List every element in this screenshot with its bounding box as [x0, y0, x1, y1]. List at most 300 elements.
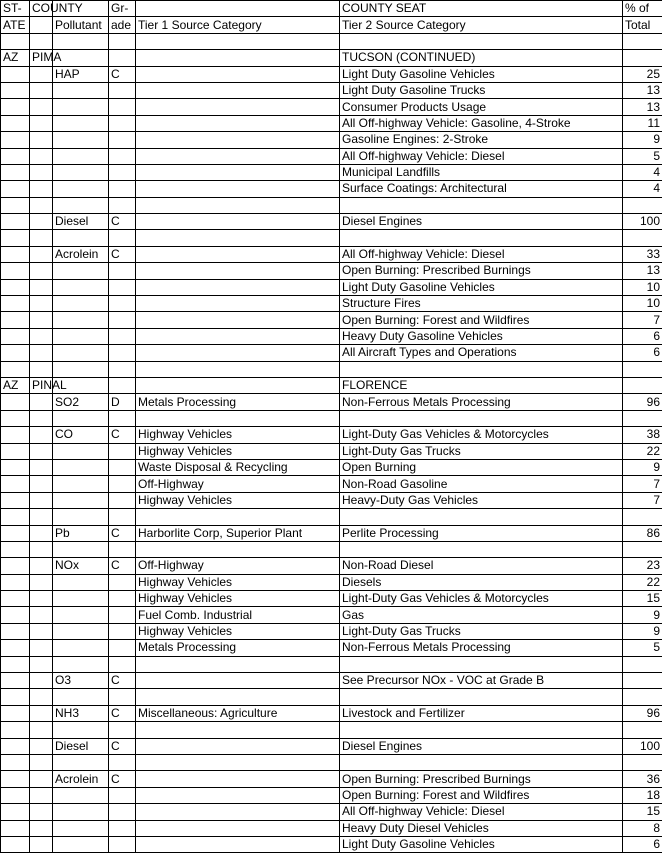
cell-state [1, 115, 30, 131]
cell-grade [109, 607, 136, 623]
table-row [1, 607, 662, 623]
cell-county [30, 197, 53, 213]
cell-state [1, 623, 30, 639]
cell-tier1: Off-Highway [136, 558, 340, 574]
cell-state [1, 66, 30, 82]
cell-county: PINAL [30, 377, 53, 393]
cell-tier2 [340, 33, 623, 49]
table-row [1, 574, 662, 590]
cell-county [30, 246, 53, 262]
cell-state [1, 82, 30, 98]
cell-state [1, 558, 30, 574]
cell-county [30, 214, 53, 230]
cell-pollutant [53, 181, 109, 197]
cell-state [1, 181, 30, 197]
cell-tier2: Heavy Duty Gasoline Vehicles [340, 328, 623, 344]
table-row [1, 804, 662, 820]
cell-state: AZ [1, 50, 30, 66]
cell-pollutant [53, 197, 109, 213]
table-row [1, 427, 662, 443]
cell-pollutant [53, 607, 109, 623]
cell-county [30, 558, 53, 574]
cell-grade: D [109, 394, 136, 410]
cell-percent [623, 377, 662, 393]
cell-tier1 [136, 328, 340, 344]
cell-grade: C [109, 214, 136, 230]
cell-tier1 [136, 66, 340, 82]
cell-tier1 [136, 33, 340, 49]
cell-county [30, 66, 53, 82]
cell-county: PIMA [30, 50, 53, 66]
cell-grade [109, 132, 136, 148]
cell-county [30, 492, 53, 508]
table-row [1, 148, 662, 164]
cell-pollutant [53, 836, 109, 852]
cell-tier2: Non-Road Diesel [340, 558, 623, 574]
cell-percent: 5 [623, 148, 662, 164]
cell-state [1, 492, 30, 508]
cell-pollutant [53, 820, 109, 836]
cell-tier1 [136, 246, 340, 262]
cell-pollutant [53, 476, 109, 492]
cell-percent: 18 [623, 787, 662, 803]
table-row [1, 771, 662, 787]
cell-pollutant: Pb [53, 525, 109, 541]
cell-pollutant: HAP [53, 66, 109, 82]
cell-pollutant [53, 541, 109, 557]
cell-tier2: Light Duty Gasoline Trucks [340, 82, 623, 98]
table-row [1, 591, 662, 607]
cell-pollutant [53, 804, 109, 820]
header-cell-tier1 [136, 1, 340, 17]
cell-state [1, 99, 30, 115]
cell-tier1: Highway Vehicles [136, 492, 340, 508]
cell-pollutant [53, 787, 109, 803]
cell-state [1, 607, 30, 623]
cell-tier2: All Off-highway Vehicle: Diesel [340, 804, 623, 820]
cell-tier1: Harborlite Corp, Superior Plant [136, 525, 340, 541]
cell-pollutant [53, 754, 109, 770]
cell-state [1, 427, 30, 443]
cell-county [30, 459, 53, 475]
cell-pollutant [53, 509, 109, 525]
cell-pollutant: Acrolein [53, 246, 109, 262]
cell-grade [109, 820, 136, 836]
cell-grade [109, 148, 136, 164]
cell-tier1: Highway Vehicles [136, 591, 340, 607]
header-cell-state: ST- [1, 1, 30, 17]
cell-pollutant [53, 722, 109, 738]
table-row [1, 722, 662, 738]
table-row [1, 181, 662, 197]
cell-tier2: Gas [340, 607, 623, 623]
cell-tier1 [136, 804, 340, 820]
cell-percent: 10 [623, 296, 662, 312]
cell-state [1, 296, 30, 312]
cell-grade [109, 476, 136, 492]
cell-grade: C [109, 66, 136, 82]
cell-pollutant [53, 132, 109, 148]
cell-state [1, 820, 30, 836]
cell-county [30, 99, 53, 115]
cell-percent: 15 [623, 804, 662, 820]
cell-percent: 9 [623, 459, 662, 475]
header-cell-state: ATE [1, 17, 30, 33]
cell-state [1, 525, 30, 541]
table-row [1, 230, 662, 246]
cell-tier2: Light Duty Gasoline Vehicles [340, 836, 623, 852]
cell-tier1: Fuel Comb. Industrial [136, 607, 340, 623]
cell-tier2 [340, 361, 623, 377]
table-row [1, 459, 662, 475]
cell-tier2: Non-Ferrous Metals Processing [340, 640, 623, 656]
table-row [1, 361, 662, 377]
cell-percent: 25 [623, 66, 662, 82]
cell-grade [109, 410, 136, 426]
cell-tier2: All Aircraft Types and Operations [340, 345, 623, 361]
cell-county [30, 230, 53, 246]
cell-grade [109, 50, 136, 66]
cell-county [30, 296, 53, 312]
cell-pollutant: Diesel [53, 738, 109, 754]
cell-county [30, 279, 53, 295]
table-row [1, 312, 662, 328]
cell-tier2: Open Burning: Prescribed Burnings [340, 263, 623, 279]
cell-tier2: See Precursor NOx - VOC at Grade B [340, 673, 623, 689]
cell-tier2: TUCSON (CONTINUED) [340, 50, 623, 66]
table-row [1, 640, 662, 656]
cell-grade [109, 181, 136, 197]
cell-percent: 96 [623, 394, 662, 410]
cell-county [30, 541, 53, 557]
table-row [1, 214, 662, 230]
cell-percent [623, 509, 662, 525]
cell-tier2: Structure Fires [340, 296, 623, 312]
cell-state [1, 787, 30, 803]
cell-tier2 [340, 754, 623, 770]
cell-tier1: Highway Vehicles [136, 427, 340, 443]
cell-county [30, 345, 53, 361]
cell-grade [109, 509, 136, 525]
cell-tier2: Consumer Products Usage [340, 99, 623, 115]
table-row [1, 492, 662, 508]
cell-tier1 [136, 836, 340, 852]
cell-percent [623, 754, 662, 770]
cell-tier2: Surface Coatings: Architectural [340, 181, 623, 197]
table-row [1, 673, 662, 689]
cell-tier2 [340, 689, 623, 705]
cell-tier2: Light-Duty Gas Vehicles & Motorcycles [340, 591, 623, 607]
cell-tier1 [136, 132, 340, 148]
cell-pollutant [53, 164, 109, 180]
cell-percent: 9 [623, 132, 662, 148]
cell-grade [109, 754, 136, 770]
cell-tier1 [136, 115, 340, 131]
cell-grade [109, 640, 136, 656]
table-row [1, 558, 662, 574]
cell-percent [623, 656, 662, 672]
cell-state [1, 771, 30, 787]
cell-county [30, 132, 53, 148]
cell-percent: 13 [623, 263, 662, 279]
cell-county [30, 754, 53, 770]
cell-pollutant [53, 623, 109, 639]
cell-pollutant [53, 263, 109, 279]
cell-tier1 [136, 787, 340, 803]
cell-state [1, 591, 30, 607]
table-row [1, 443, 662, 459]
cell-grade [109, 82, 136, 98]
table-row [1, 33, 662, 49]
cell-pollutant: NOx [53, 558, 109, 574]
cell-tier2: Light-Duty Gas Trucks [340, 623, 623, 639]
cell-grade [109, 33, 136, 49]
cell-pollutant [53, 410, 109, 426]
cell-tier2 [340, 230, 623, 246]
cell-state [1, 394, 30, 410]
cell-grade: C [109, 705, 136, 721]
cell-tier2 [340, 410, 623, 426]
table-row [1, 410, 662, 426]
cell-pollutant [53, 345, 109, 361]
cell-pollutant [53, 148, 109, 164]
table-row [1, 525, 662, 541]
cell-percent [623, 50, 662, 66]
cell-percent: 7 [623, 476, 662, 492]
cell-tier1: Highway Vehicles [136, 623, 340, 639]
table-row [1, 541, 662, 557]
cell-county [30, 525, 53, 541]
cell-grade [109, 722, 136, 738]
cell-percent [623, 541, 662, 557]
cell-state [1, 164, 30, 180]
cell-tier1: Waste Disposal & Recycling [136, 459, 340, 475]
cell-state [1, 574, 30, 590]
table-row [1, 164, 662, 180]
table-row [1, 689, 662, 705]
cell-grade: C [109, 673, 136, 689]
cell-tier1 [136, 345, 340, 361]
cell-tier1 [136, 230, 340, 246]
cell-tier1 [136, 50, 340, 66]
cell-tier1 [136, 148, 340, 164]
cell-tier2: Open Burning: Forest and Wildfires [340, 787, 623, 803]
cell-state [1, 738, 30, 754]
cell-pollutant [53, 328, 109, 344]
cell-pollutant [53, 296, 109, 312]
cell-state [1, 197, 30, 213]
cell-state [1, 410, 30, 426]
cell-county [30, 574, 53, 590]
cell-pollutant [53, 82, 109, 98]
cell-grade: C [109, 771, 136, 787]
cell-state [1, 148, 30, 164]
cell-tier1 [136, 164, 340, 180]
cell-percent: 22 [623, 574, 662, 590]
cell-grade [109, 623, 136, 639]
table-row [1, 787, 662, 803]
table-row [1, 509, 662, 525]
cell-state [1, 656, 30, 672]
cell-percent [623, 673, 662, 689]
cell-state [1, 705, 30, 721]
cell-grade: C [109, 738, 136, 754]
cell-tier1: Metals Processing [136, 394, 340, 410]
cell-tier1 [136, 279, 340, 295]
table-row [1, 132, 662, 148]
cell-tier1 [136, 99, 340, 115]
cell-grade [109, 115, 136, 131]
cell-state [1, 476, 30, 492]
cell-percent [623, 361, 662, 377]
cell-tier2: Heavy-Duty Gas Vehicles [340, 492, 623, 508]
cell-grade [109, 296, 136, 312]
cell-county [30, 623, 53, 639]
cell-tier2: Diesels [340, 574, 623, 590]
table-row [1, 246, 662, 262]
cell-county [30, 509, 53, 525]
cell-state: AZ [1, 377, 30, 393]
cell-tier1: Miscellaneous: Agriculture [136, 705, 340, 721]
cell-tier1 [136, 656, 340, 672]
cell-tier2: Gasoline Engines: 2-Stroke [340, 132, 623, 148]
cell-county [30, 476, 53, 492]
cell-pollutant [53, 115, 109, 131]
cell-county [30, 607, 53, 623]
cell-tier1 [136, 541, 340, 557]
cell-tier2: Diesel Engines [340, 738, 623, 754]
header-cell-tier2: Tier 2 Source Category [340, 17, 623, 33]
cell-percent [623, 689, 662, 705]
cell-pollutant [53, 33, 109, 49]
cell-pollutant [53, 230, 109, 246]
cell-county [30, 181, 53, 197]
cell-county [30, 164, 53, 180]
cell-state [1, 804, 30, 820]
cell-pollutant: CO [53, 427, 109, 443]
cell-county [30, 722, 53, 738]
table-row [1, 197, 662, 213]
cell-grade [109, 459, 136, 475]
cell-grade [109, 443, 136, 459]
cell-percent: 6 [623, 328, 662, 344]
table-body [1, 1, 662, 853]
table-row [1, 377, 662, 393]
cell-tier1 [136, 263, 340, 279]
cell-county [30, 591, 53, 607]
header-row [1, 1, 662, 17]
cell-tier2 [340, 509, 623, 525]
cell-grade [109, 361, 136, 377]
cell-grade [109, 689, 136, 705]
cell-state [1, 279, 30, 295]
cell-tier2: Light Duty Gasoline Vehicles [340, 66, 623, 82]
cell-tier1: Highway Vehicles [136, 574, 340, 590]
cell-county [30, 394, 53, 410]
header-cell-grade: Gr- [109, 1, 136, 17]
cell-county [30, 443, 53, 459]
cell-state [1, 132, 30, 148]
table-row [1, 279, 662, 295]
table-row [1, 296, 662, 312]
cell-tier1: Highway Vehicles [136, 443, 340, 459]
cell-state [1, 361, 30, 377]
cell-tier1 [136, 820, 340, 836]
cell-tier1 [136, 754, 340, 770]
cell-state [1, 640, 30, 656]
table-row [1, 328, 662, 344]
cell-county [30, 787, 53, 803]
table-row [1, 394, 662, 410]
cell-state [1, 312, 30, 328]
cell-county [30, 328, 53, 344]
cell-tier1 [136, 296, 340, 312]
cell-state [1, 230, 30, 246]
cell-pollutant [53, 312, 109, 328]
cell-state [1, 214, 30, 230]
table-row [1, 836, 662, 852]
cell-state [1, 443, 30, 459]
cell-county [30, 33, 53, 49]
cell-tier2: Municipal Landfills [340, 164, 623, 180]
cell-county [30, 82, 53, 98]
header-cell-tier1: Tier 1 Source Category [136, 17, 340, 33]
cell-grade [109, 377, 136, 393]
cell-percent: 10 [623, 279, 662, 295]
cell-county [30, 640, 53, 656]
cell-tier1 [136, 410, 340, 426]
cell-tier2: All Off-highway Vehicle: Diesel [340, 246, 623, 262]
cell-tier1 [136, 509, 340, 525]
cell-tier1: Metals Processing [136, 640, 340, 656]
cell-grade [109, 804, 136, 820]
cell-grade [109, 279, 136, 295]
cell-grade: C [109, 246, 136, 262]
cell-tier2: FLORENCE [340, 377, 623, 393]
cell-pollutant: SO2 [53, 394, 109, 410]
cell-tier2: Livestock and Fertilizer [340, 705, 623, 721]
cell-pollutant [53, 459, 109, 475]
cell-state [1, 722, 30, 738]
cell-percent: 22 [623, 443, 662, 459]
cell-tier2 [340, 722, 623, 738]
cell-pollutant: O3 [53, 673, 109, 689]
header-cell-tier2: COUNTY SEAT [340, 1, 623, 17]
cell-state [1, 836, 30, 852]
table-row [1, 476, 662, 492]
table-row [1, 705, 662, 721]
cell-percent: 4 [623, 181, 662, 197]
cell-tier2: Light-Duty Gas Trucks [340, 443, 623, 459]
table-row [1, 82, 662, 98]
cell-state [1, 509, 30, 525]
cell-tier2: Open Burning [340, 459, 623, 475]
cell-state [1, 263, 30, 279]
cell-state [1, 689, 30, 705]
cell-state [1, 541, 30, 557]
cell-percent [623, 197, 662, 213]
cell-county [30, 312, 53, 328]
cell-state [1, 246, 30, 262]
cell-pollutant [53, 591, 109, 607]
cell-tier2: Perlite Processing [340, 525, 623, 541]
header-cell-county [30, 17, 53, 33]
cell-tier1 [136, 673, 340, 689]
header-row [1, 17, 662, 33]
cell-tier2: Non-Ferrous Metals Processing [340, 394, 623, 410]
cell-pollutant [53, 656, 109, 672]
cell-pollutant [53, 443, 109, 459]
